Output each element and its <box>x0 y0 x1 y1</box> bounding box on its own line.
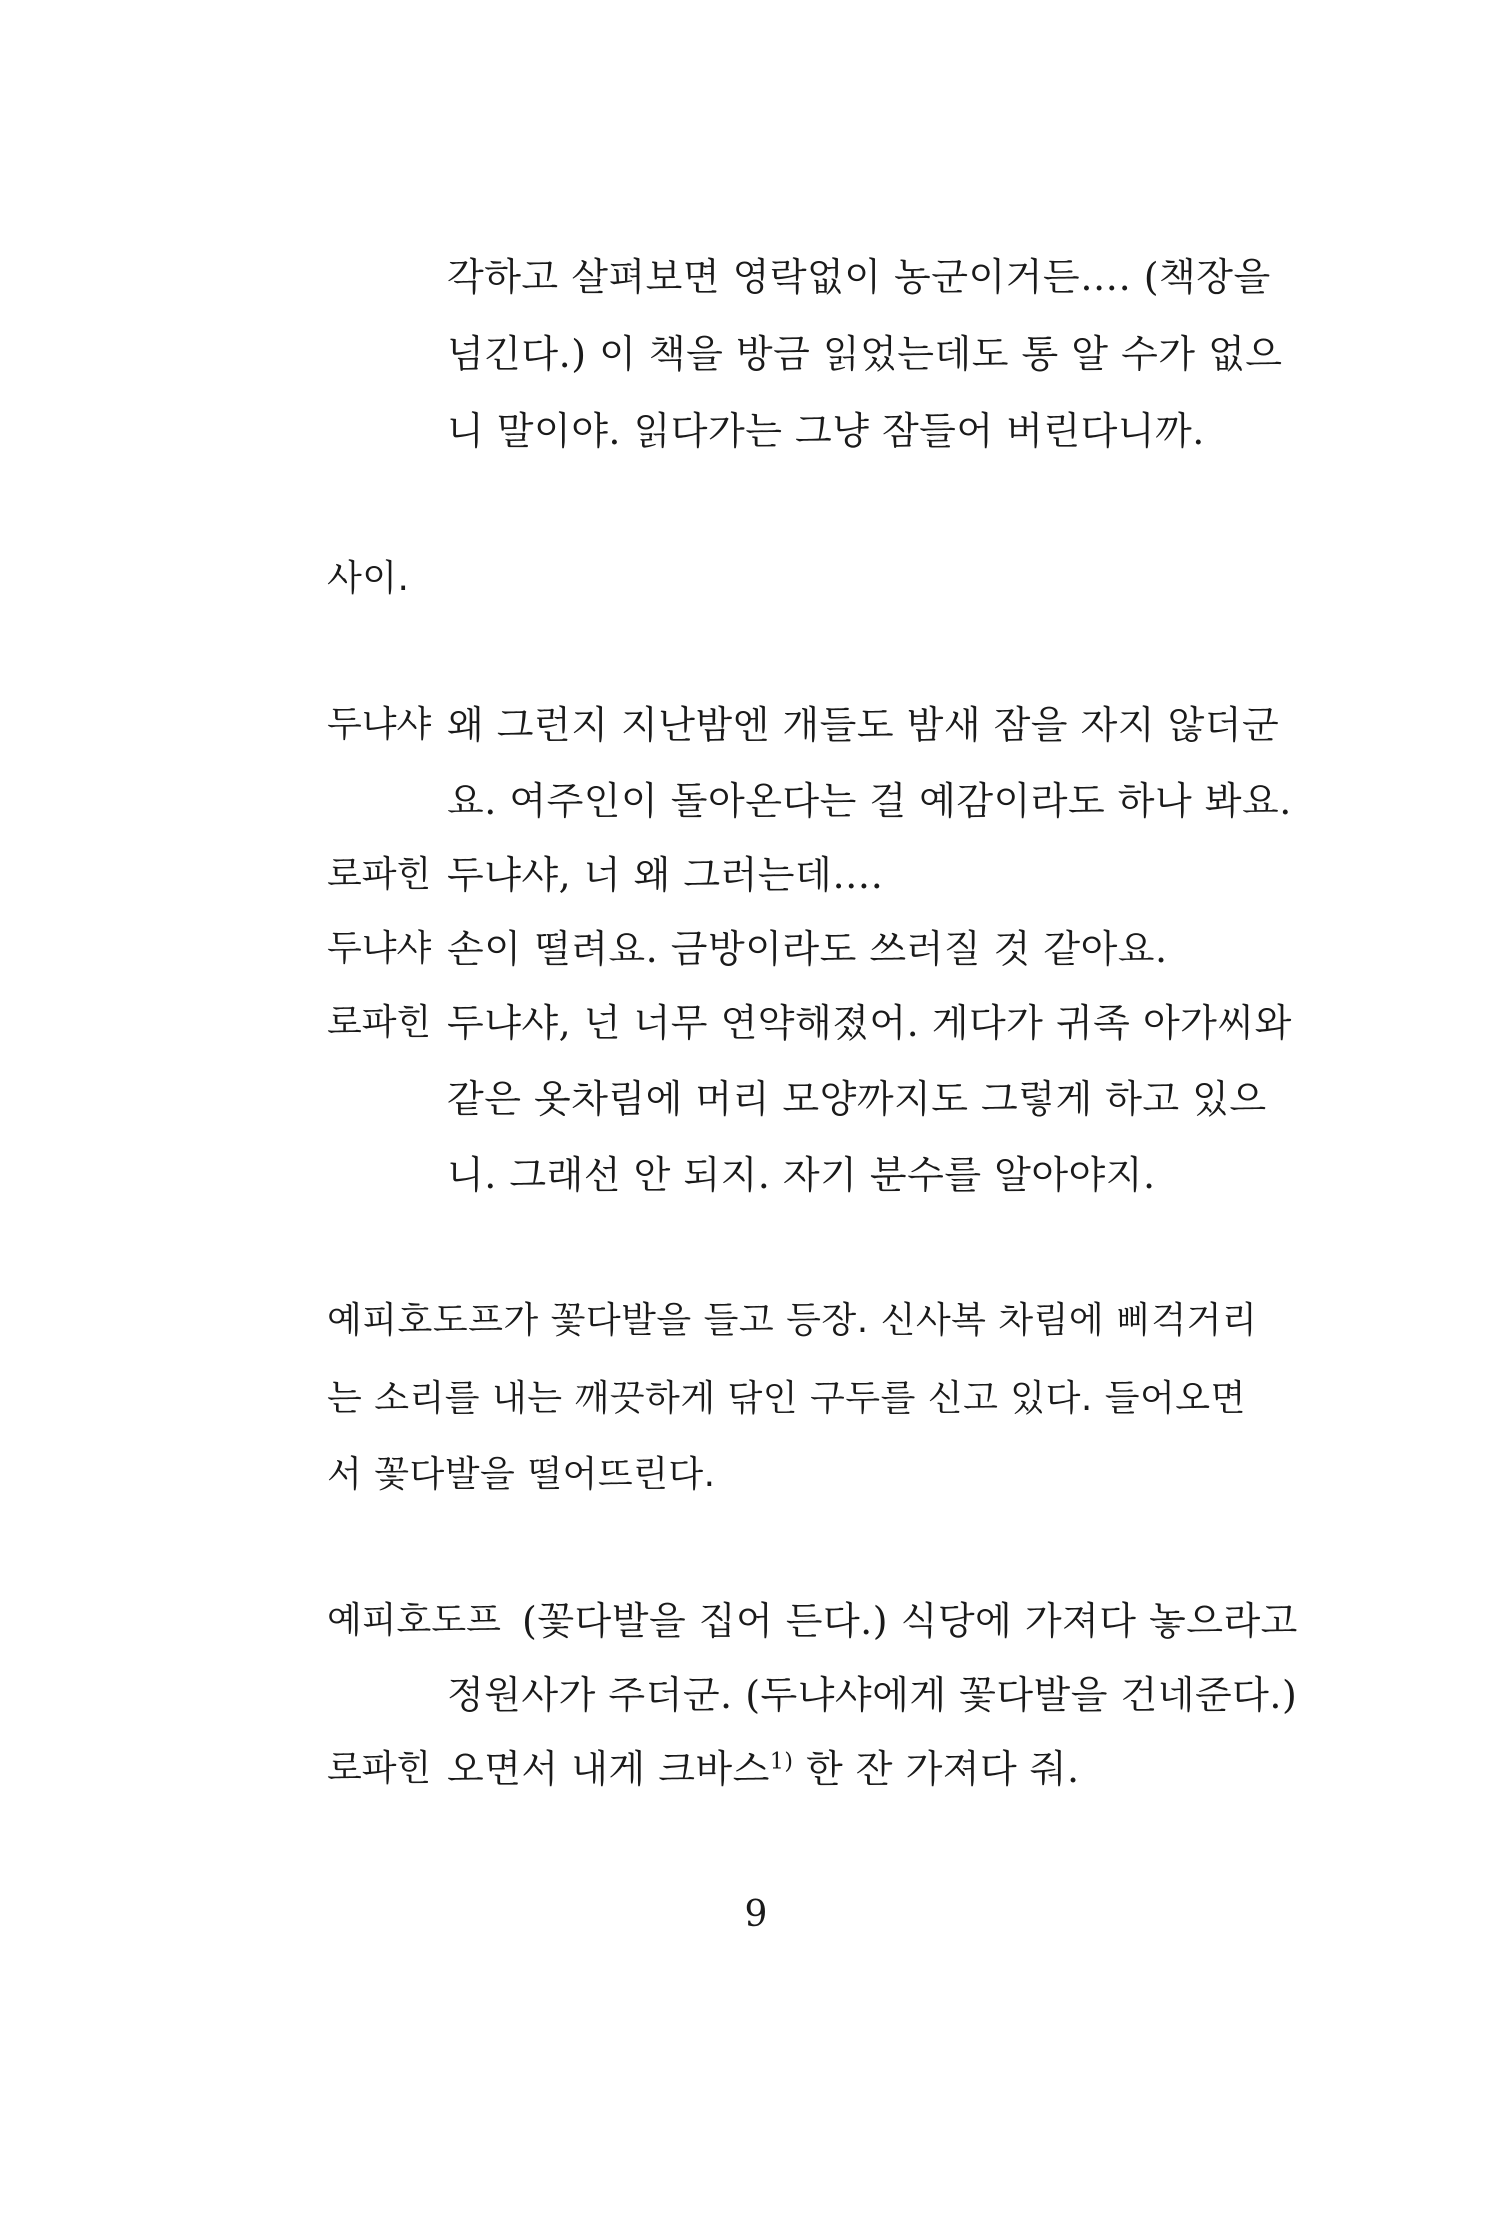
stage-direction-line-3: 서 꽃다발을 떨어뜨린다. <box>327 1454 716 1495</box>
dialogue-line: (꽃다발을 집어 든다.) 식당에 가져다 놓으라고 <box>522 1599 1298 1643</box>
footnote-marker[interactable]: 1) <box>769 1749 794 1775</box>
speaker-dunyasha: 두냐샤 <box>327 704 432 745</box>
dialogue-line: 요. 여주인이 돌아온다는 걸 예감이라도 하나 봐요. <box>447 779 1292 823</box>
dialogue-line: 손이 떨려요. 금방이라도 쓰러질 것 같아요. <box>447 927 1168 971</box>
speaker-lopakhin: 로파힌 <box>327 854 432 895</box>
speaker-lopakhin: 로파힌 <box>327 1748 432 1789</box>
continuation-line-1: 각하고 살펴보면 영락없이 농군이거든…. (책장을 <box>447 255 1271 299</box>
continuation-line-2: 넘긴다.) 이 책을 방금 읽었는데도 통 알 수가 없으 <box>447 332 1283 376</box>
continuation-line-3: 니 말이야. 읽다가는 그냥 잠들어 버린다니까. <box>447 409 1205 453</box>
dialogue-line: 왜 그런지 지난밤엔 개들도 밤새 잠을 자지 않더군 <box>447 703 1280 747</box>
dialogue-line: 니. 그래선 안 되지. 자기 분수를 알아야지. <box>447 1153 1156 1197</box>
dialogue-line: 두냐샤, 넌 너무 연약해졌어. 게다가 귀족 아가씨와 <box>447 1001 1292 1045</box>
stage-pause: 사이. <box>327 558 410 599</box>
dialogue-line <box>447 1744 1080 1794</box>
dialogue-text: 오면서 내게 크바스 <box>447 1747 770 1791</box>
dialogue-line: 같은 옷차림에 머리 모양까지도 그렇게 하고 있으 <box>447 1077 1267 1121</box>
dialogue-line: 정원사가 주더군. (두냐샤에게 꽃다발을 건네준다.) <box>447 1673 1298 1717</box>
speaker-lopakhin: 로파힌 <box>327 1002 432 1043</box>
speaker-epikhodov: 예피호도프 <box>327 1600 501 1641</box>
dialogue-text: 한 잔 가져다 줘. <box>793 1747 1080 1791</box>
speaker-dunyasha: 두냐샤 <box>327 928 432 969</box>
stage-direction-line-2: 는 소리를 내는 깨끗하게 닦인 구두를 신고 있다. 들어오면 <box>327 1378 1246 1419</box>
page-number: 9 <box>744 1894 768 1935</box>
stage-direction-line-1: 예피호도프가 꽃다발을 들고 등장. 신사복 차림에 삐걱거리 <box>327 1300 1258 1341</box>
dialogue-line: 두냐샤, 너 왜 그러는데…. <box>447 853 884 897</box>
